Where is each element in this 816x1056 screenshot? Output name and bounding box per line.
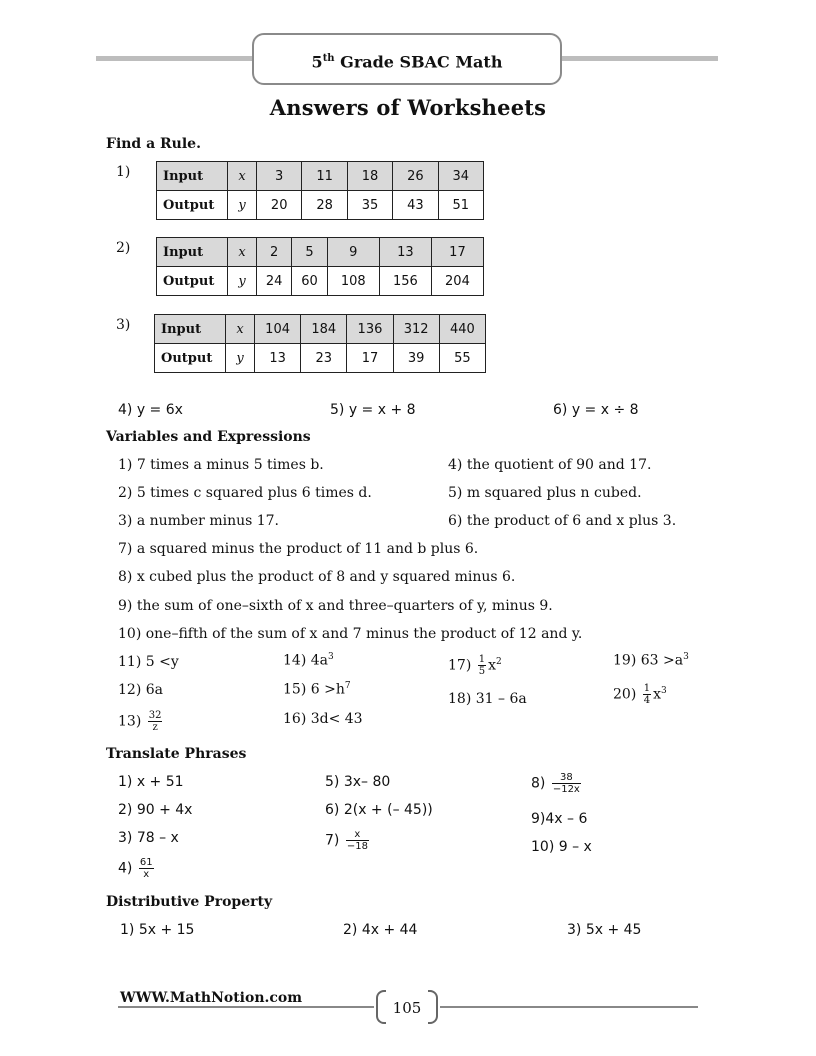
table-cell: 13: [255, 344, 301, 373]
rule-table-3: [154, 314, 486, 373]
expression-answer: 11) 5 <y: [118, 654, 179, 670]
expression-answer: 6) the product of 6 and x plus 3.: [448, 513, 677, 529]
expression-answer: 9) the sum of one–sixth of x and three–quarters of y, minus 9.: [118, 598, 553, 614]
x-label: x: [228, 238, 257, 267]
denominator: z: [152, 722, 158, 733]
y-label: y: [228, 267, 257, 296]
expression-text: 19) 63 >a: [613, 652, 684, 669]
denominator: x: [143, 869, 150, 880]
expression-answer: 18) 31 – 6a: [448, 691, 527, 707]
table-cell: 5: [292, 238, 327, 267]
table-cell: 108: [327, 267, 379, 296]
fraction: [148, 710, 163, 733]
expression-answer: [613, 683, 667, 706]
numerator: 1: [643, 683, 651, 694]
expression-answer: 16) 3d< 43: [283, 711, 363, 727]
denominator: −12x: [552, 784, 580, 795]
phrase-answer: 9)4x – 6: [531, 811, 588, 827]
table-cell: 23: [301, 344, 347, 373]
rule-answer: 4) y = 6x: [118, 402, 183, 418]
x-label: x: [228, 162, 257, 191]
expression-answer: 1) 7 times a minus 5 times b.: [118, 457, 324, 473]
footer-rule-left: [118, 1006, 374, 1008]
expression-answer: 2) 5 times c squared plus 6 times d.: [118, 485, 372, 501]
grade-number: 5: [311, 52, 323, 72]
denominator: 5: [478, 666, 486, 677]
table-cell: 9: [327, 238, 379, 267]
table-cell: 34: [438, 162, 483, 191]
rule-table-1: [156, 161, 484, 220]
table-cell: 440: [439, 315, 485, 344]
expression-answer: [118, 710, 164, 733]
exponent: 7: [344, 681, 351, 691]
numerator: 32: [148, 710, 162, 721]
table-cell: 51: [438, 191, 483, 220]
table-cell: 20: [257, 191, 302, 220]
expression-answer: 5) m squared plus n cubed.: [448, 485, 642, 501]
expression-text: 14) 4a: [283, 652, 328, 669]
input-label: Input: [157, 238, 228, 267]
item-number: 13): [118, 713, 142, 730]
exponent: 2: [496, 656, 502, 667]
expression-answer: 10) one–fifth of the sum of x and 7 minus the product of 12 and y.: [118, 626, 583, 642]
page-number: 105: [392, 999, 422, 1017]
input-label: Input: [157, 162, 228, 191]
x-label: x: [226, 315, 255, 344]
table-cell: 28: [302, 191, 347, 220]
table-number: 3): [116, 317, 131, 333]
section-heading-variables: Variables and Expressions: [106, 429, 311, 445]
expression-answer: [613, 652, 689, 669]
phrase-answer: 1) x + 51: [118, 774, 184, 790]
expression-answer: 7) a squared minus the product of 11 and b plus 6.: [118, 541, 479, 557]
fraction: [643, 683, 651, 706]
header-banner: [252, 33, 562, 85]
output-label: Output: [155, 344, 226, 373]
phrase-answer: 5) 3x– 80: [325, 774, 391, 790]
expression-answer: 3) a number minus 17.: [118, 513, 279, 529]
exponent: 3: [661, 685, 667, 696]
website-link[interactable]: WWW.MathNotion.com: [120, 990, 303, 1006]
expression-answer: [283, 681, 351, 698]
table-cell: 35: [347, 191, 392, 220]
rule-table-2: [156, 237, 484, 296]
exponent: 3: [327, 652, 334, 662]
phrase-answer: [531, 772, 583, 795]
header-rule-left: [96, 56, 254, 61]
phrase-answer: 2) 90 + 4x: [118, 802, 193, 818]
grade-suffix: th: [322, 53, 335, 64]
item-number: 7): [325, 832, 340, 849]
header-text: Grade SBAC Math: [334, 52, 503, 72]
numerator: 38: [552, 772, 581, 784]
table-cell: 184: [301, 315, 347, 344]
y-label: y: [226, 344, 255, 373]
rule-answer: 6) y = x ÷ 8: [553, 402, 639, 418]
phrase-answer: [325, 829, 371, 852]
output-label: Output: [157, 267, 228, 296]
variable: x: [653, 686, 662, 703]
exponent: 3: [683, 652, 689, 662]
expression-answer: 12) 6a: [118, 682, 163, 698]
input-label: Input: [155, 315, 226, 344]
table-cell: 11: [302, 162, 347, 191]
expression-answer: [448, 654, 502, 677]
distributive-answer: 2) 4x + 44: [343, 922, 418, 938]
numerator: 1: [478, 654, 486, 665]
expression-answer: 8) x cubed plus the product of 8 and y squared minus 6.: [118, 569, 516, 585]
item-number: 17): [448, 657, 472, 674]
table-cell: 3: [257, 162, 302, 191]
header-rule-right: [560, 56, 718, 61]
table-cell: 13: [379, 238, 431, 267]
item-number: 20): [613, 686, 637, 703]
fraction: [346, 829, 369, 852]
variable: x: [488, 657, 497, 674]
expression-answer: [283, 652, 334, 669]
fraction: [139, 857, 154, 880]
table-cell: 39: [393, 344, 439, 373]
phrase-answer: 10) 9 – x: [531, 839, 592, 855]
phrase-answer: [118, 857, 156, 880]
table-number: 1): [116, 164, 131, 180]
expression-answer: 4) the quotient of 90 and 17.: [448, 457, 652, 473]
table-cell: 204: [431, 267, 483, 296]
table-cell: 18: [347, 162, 392, 191]
expression-text: 15) 6 >h: [283, 681, 345, 698]
table-cell: 55: [439, 344, 485, 373]
numerator: 61: [139, 857, 153, 868]
distributive-answer: 1) 5x + 15: [120, 922, 195, 938]
table-cell: 24: [257, 267, 292, 296]
y-label: y: [228, 191, 257, 220]
table-cell: 43: [393, 191, 438, 220]
rule-answer: 5) y = x + 8: [330, 402, 416, 418]
denominator: −18: [346, 841, 368, 852]
item-number: 4): [118, 860, 133, 877]
output-label: Output: [157, 191, 228, 220]
page-title: Answers of Worksheets: [269, 95, 547, 120]
section-heading-translate: Translate Phrases: [106, 746, 247, 762]
denominator: 4: [643, 695, 651, 706]
table-cell: 17: [347, 344, 393, 373]
table-cell: 26: [393, 162, 438, 191]
numerator: x: [346, 829, 369, 841]
item-number: 8): [531, 775, 546, 792]
fraction: [552, 772, 581, 795]
table-number: 2): [116, 240, 131, 256]
footer-rule-right: [440, 1006, 698, 1008]
fraction: [478, 654, 486, 677]
phrase-answer: 6) 2(x + (– 45)): [325, 802, 433, 818]
table-cell: 136: [347, 315, 393, 344]
table-cell: 312: [393, 315, 439, 344]
table-cell: 17: [431, 238, 483, 267]
table-cell: 104: [255, 315, 301, 344]
section-heading-find-rule: Find a Rule.: [106, 136, 201, 152]
distributive-answer: 3) 5x + 45: [567, 922, 642, 938]
table-cell: 156: [379, 267, 431, 296]
table-cell: 60: [292, 267, 327, 296]
table-cell: 2: [257, 238, 292, 267]
phrase-answer: 3) 78 – x: [118, 830, 179, 846]
section-heading-distributive: Distributive Property: [106, 894, 273, 910]
